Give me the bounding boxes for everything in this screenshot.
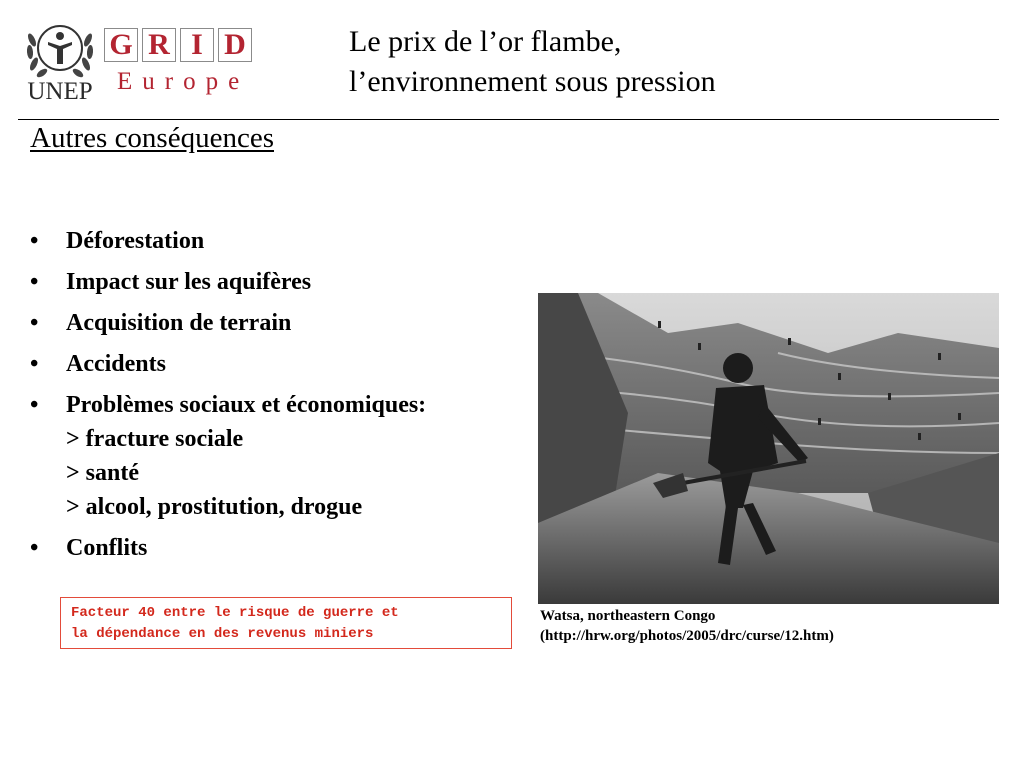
grid-letter-box: I	[180, 28, 214, 62]
grid-letter-box: G	[104, 28, 138, 62]
bullet-item	[30, 347, 530, 381]
bullet-item	[30, 306, 530, 340]
bullet-icon: •	[30, 535, 39, 561]
unep-wordmark: UNEP	[27, 78, 93, 105]
bullet-icon: •	[30, 310, 39, 336]
photo-caption	[540, 606, 1000, 646]
grid-logo	[104, 28, 252, 62]
title-line: l’environnement sous pression	[349, 65, 716, 98]
slide-title	[349, 22, 989, 102]
bullet-label: Problèmes sociaux et économiques:	[66, 392, 427, 418]
caption-line: Watsa, northeastern Congo	[540, 608, 716, 624]
mining-photo	[538, 293, 999, 604]
bullet-item	[30, 531, 530, 565]
grid-letter-box: D	[218, 28, 252, 62]
callout-box	[60, 597, 512, 649]
bullet-subitem: > santé	[66, 460, 140, 486]
callout-line: Facteur 40 entre le risque de guerre et	[71, 605, 399, 621]
bullet-label: Acquisition de terrain	[66, 310, 292, 336]
bullet-label: Conflits	[66, 535, 148, 561]
bullet-label: Impact sur les aquifères	[66, 269, 312, 295]
bullet-item	[30, 265, 530, 299]
bullet-label: Déforestation	[66, 228, 205, 254]
caption-line: (http://hrw.org/photos/2005/drc/curse/12.htm)	[540, 628, 834, 644]
bullet-icon: •	[30, 392, 39, 418]
bullet-icon: •	[30, 351, 39, 377]
bullet-icon: •	[30, 269, 39, 295]
bullet-list	[30, 224, 530, 572]
bullet-label: Accidents	[66, 351, 166, 377]
grid-letter-box: R	[142, 28, 176, 62]
bullet-subitem: > fracture sociale	[66, 426, 244, 452]
bullet-item	[30, 224, 530, 258]
bullet-item	[30, 388, 530, 524]
bullet-subitem: > alcool, prostitution, drogue	[66, 494, 363, 520]
section-heading: Autres conséquences	[30, 122, 274, 154]
grid-europe-wordmark: Europe	[117, 68, 250, 95]
header-divider	[18, 119, 999, 120]
title-line: Le prix de l’or flambe,	[349, 25, 622, 58]
callout-line: la dépendance en des revenus miniers	[71, 626, 374, 642]
bullet-icon: •	[30, 228, 39, 254]
